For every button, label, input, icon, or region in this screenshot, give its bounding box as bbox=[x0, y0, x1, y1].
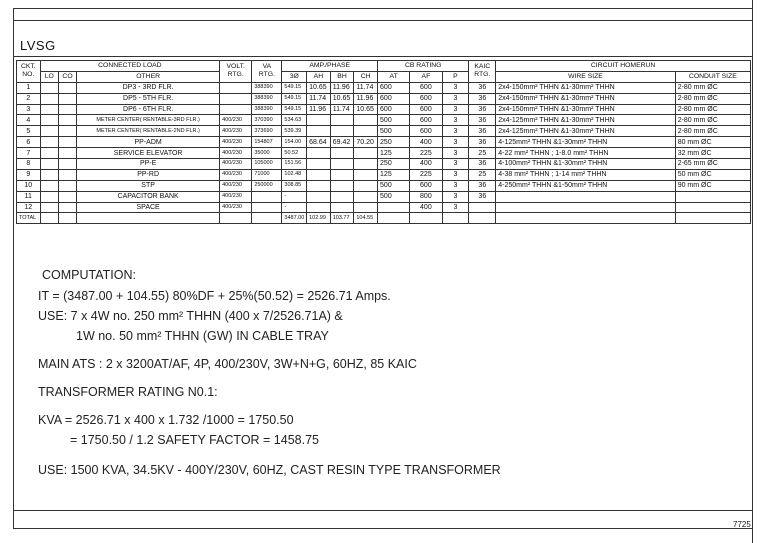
at-header: AT bbox=[378, 71, 410, 82]
table-row bbox=[17, 82, 751, 93]
amp-ah bbox=[307, 126, 331, 137]
co-cell bbox=[58, 93, 76, 104]
ckt-number: 6 bbox=[17, 137, 41, 148]
kaic-rating: 25 bbox=[469, 169, 496, 180]
cb-at: 600 bbox=[378, 93, 410, 104]
cb-poles: 3 bbox=[442, 104, 469, 115]
co-cell bbox=[58, 148, 76, 159]
table-row bbox=[17, 180, 751, 191]
ah-header: AH bbox=[307, 71, 331, 82]
volt-rating: 400/230 bbox=[220, 191, 252, 202]
kaic-rating: 36 bbox=[469, 93, 496, 104]
ckt-number: 3 bbox=[17, 104, 41, 115]
cb-poles: 3 bbox=[442, 180, 469, 191]
cb-af: 225 bbox=[410, 148, 442, 159]
amp-ch: 10.65 bbox=[354, 104, 378, 115]
amp-bh bbox=[330, 202, 354, 213]
amp-ah bbox=[307, 159, 331, 170]
cb-af: 600 bbox=[410, 93, 442, 104]
lo-cell bbox=[40, 104, 58, 115]
co-cell bbox=[58, 137, 76, 148]
cb-af: 400 bbox=[410, 159, 442, 170]
total-row bbox=[17, 213, 751, 224]
volt-rating bbox=[220, 82, 252, 93]
cb-at: 125 bbox=[378, 148, 410, 159]
volt-rating: 400/230 bbox=[220, 202, 252, 213]
cb-af: 600 bbox=[410, 180, 442, 191]
right-border-line bbox=[752, 0, 753, 543]
cb-af: 225 bbox=[410, 169, 442, 180]
amp-bh bbox=[330, 115, 354, 126]
p-header: P bbox=[442, 71, 469, 82]
cb-at: 250 bbox=[378, 137, 410, 148]
volt-rating bbox=[220, 104, 252, 115]
cb-af: 600 bbox=[410, 104, 442, 115]
ckt-number: 2 bbox=[17, 93, 41, 104]
cb-at: 500 bbox=[378, 115, 410, 126]
amp-3phase: 50.52 bbox=[282, 148, 307, 159]
kaic-rating: 25 bbox=[469, 148, 496, 159]
va-rating: 388390 bbox=[252, 82, 282, 93]
conduit-size bbox=[675, 191, 750, 202]
wire-size bbox=[496, 191, 675, 202]
amp-bh bbox=[330, 148, 354, 159]
amp-bh bbox=[330, 180, 354, 191]
va-rating: 370390 bbox=[252, 115, 282, 126]
amp-ch: 70.20 bbox=[354, 137, 378, 148]
conduit-size: 2-65 mm ØC bbox=[675, 159, 750, 170]
amp-ch bbox=[354, 159, 378, 170]
volt-rating: 400/230 bbox=[220, 148, 252, 159]
cb-at: 600 bbox=[378, 82, 410, 93]
wire-size: 2x4-125mm² THHN &1-30mm² THHN bbox=[496, 126, 675, 137]
panel-title: LVSG bbox=[20, 38, 56, 53]
lo-header: LO bbox=[40, 71, 58, 82]
cb-af: 400 bbox=[410, 202, 442, 213]
conduit-size: 80 mm ØC bbox=[675, 137, 750, 148]
conduit-size: 2-80 mm ØC bbox=[675, 126, 750, 137]
other-load-name: METER CENTER( RENTABLE-2ND FLR.) bbox=[77, 126, 220, 137]
conduit-size: 2-80 mm ØC bbox=[675, 104, 750, 115]
cb-poles: 3 bbox=[442, 169, 469, 180]
amp-ch bbox=[354, 115, 378, 126]
ckt-number: 10 bbox=[17, 180, 41, 191]
conduit-size-header: CONDUIT SIZE bbox=[675, 71, 750, 82]
va-rating: 71000 bbox=[252, 169, 282, 180]
wire-size: 4-38 mm² THHN ; 1-14 mm² THHN bbox=[496, 169, 675, 180]
va-rating: 154807 bbox=[252, 137, 282, 148]
af-header: AF bbox=[410, 71, 442, 82]
lo-cell bbox=[40, 115, 58, 126]
volt-rating: 400/230 bbox=[220, 180, 252, 191]
cable-use-line: USE: 7 x 4W no. 250 mm² THHN (400 x 7/2526.71A) & bbox=[38, 309, 343, 323]
cb-at: 125 bbox=[378, 169, 410, 180]
conduit-size: 90 mm ØC bbox=[675, 180, 750, 191]
amp-ah: 10.65 bbox=[307, 82, 331, 93]
amp-bh: 11.96 bbox=[330, 82, 354, 93]
ckt-number: 5 bbox=[17, 126, 41, 137]
volt-rating bbox=[220, 93, 252, 104]
amp-ch bbox=[354, 202, 378, 213]
kaic-rating: 36 bbox=[469, 82, 496, 93]
amp-bh bbox=[330, 169, 354, 180]
va-rating: 35000 bbox=[252, 148, 282, 159]
amp-ah: 68.64 bbox=[307, 137, 331, 148]
ckt-number: 8 bbox=[17, 159, 41, 170]
lo-cell bbox=[40, 93, 58, 104]
cb-at: 500 bbox=[378, 126, 410, 137]
connected-load-header: CONNECTED LOAD bbox=[40, 61, 219, 72]
volt-rtg-header: VOLT. RTG. bbox=[220, 61, 252, 83]
amp-ah bbox=[307, 202, 331, 213]
cb-af: 600 bbox=[410, 115, 442, 126]
safety-factor-line: = 1750.50 / 1.2 SAFETY FACTOR = 1458.75 bbox=[70, 433, 319, 447]
lo-cell bbox=[40, 180, 58, 191]
amp-ch: 11.96 bbox=[354, 93, 378, 104]
lo-cell bbox=[40, 137, 58, 148]
cb-af: 600 bbox=[410, 126, 442, 137]
cb-poles: 3 bbox=[442, 159, 469, 170]
amp-bh bbox=[330, 126, 354, 137]
amp-3phase: 549.15 bbox=[282, 82, 307, 93]
ckt-number: 4 bbox=[17, 115, 41, 126]
table-row bbox=[17, 137, 751, 148]
ckt-number: 11 bbox=[17, 191, 41, 202]
wire-size: 4-250mm² THHN &1-50mm² THHN bbox=[496, 180, 675, 191]
cb-at: 500 bbox=[378, 191, 410, 202]
amp-bh bbox=[330, 191, 354, 202]
wire-size: 2x4-125mm² THHN &1-30mm² THHN bbox=[496, 115, 675, 126]
wire-size bbox=[496, 202, 675, 213]
kaic-rating bbox=[469, 202, 496, 213]
computation-heading: COMPUTATION: bbox=[42, 268, 136, 282]
amp-ah bbox=[307, 148, 331, 159]
other-load-name: CAPACITOR BANK bbox=[77, 191, 220, 202]
kaic-rating: 36 bbox=[469, 137, 496, 148]
amp-ch: 11.74 bbox=[354, 82, 378, 93]
amp-ah bbox=[307, 191, 331, 202]
amp-3phase: 151.56 bbox=[282, 159, 307, 170]
kaic-rating: 36 bbox=[469, 115, 496, 126]
va-rating: 250000 bbox=[252, 180, 282, 191]
table-row bbox=[17, 126, 751, 137]
conduit-size bbox=[675, 202, 750, 213]
volt-rating: 400/230 bbox=[220, 159, 252, 170]
other-load-name: SPACE bbox=[77, 202, 220, 213]
conduit-size: 2-80 mm ØC bbox=[675, 82, 750, 93]
wire-size: 4-22 mm² THHN ; 1-8.0 mm² THHN bbox=[496, 148, 675, 159]
table-row bbox=[17, 115, 751, 126]
cb-poles: 3 bbox=[442, 115, 469, 126]
conduit-size: 50 mm ØC bbox=[675, 169, 750, 180]
cb-poles: 3 bbox=[442, 137, 469, 148]
lo-cell bbox=[40, 169, 58, 180]
va-rating: 373690 bbox=[252, 126, 282, 137]
co-cell bbox=[58, 202, 76, 213]
kaic-rtg-header: KAIC RTG. bbox=[469, 61, 496, 83]
cb-poles: 3 bbox=[442, 126, 469, 137]
other-load-name: DP5 - 5TH FLR. bbox=[77, 93, 220, 104]
cb-at: 500 bbox=[378, 180, 410, 191]
lo-cell bbox=[40, 148, 58, 159]
conduit-size: 32 mm ØC bbox=[675, 148, 750, 159]
lo-cell bbox=[40, 82, 58, 93]
total-3phase: 3487.00 bbox=[282, 213, 307, 224]
amp-3phase: 102.48 bbox=[282, 169, 307, 180]
ckt-number: 7 bbox=[17, 148, 41, 159]
va-rating: 388390 bbox=[252, 93, 282, 104]
top-border-line bbox=[13, 20, 753, 21]
other-load-name: PP-RD bbox=[77, 169, 220, 180]
co-cell bbox=[58, 159, 76, 170]
co-cell bbox=[58, 169, 76, 180]
ch-header: CH bbox=[354, 71, 378, 82]
page-number: 7725 bbox=[733, 520, 751, 529]
wire-size-header: WIRE SIZE bbox=[496, 71, 675, 82]
kaic-rating: 36 bbox=[469, 126, 496, 137]
amp-bh: 10.65 bbox=[330, 93, 354, 104]
va-rating bbox=[252, 191, 282, 202]
amp-ah bbox=[307, 180, 331, 191]
cb-poles: 3 bbox=[442, 148, 469, 159]
co-cell bbox=[58, 191, 76, 202]
other-load-name: PP-ADM bbox=[77, 137, 220, 148]
cb-poles: 3 bbox=[442, 93, 469, 104]
table-row bbox=[17, 159, 751, 170]
conduit-size: 2-80 mm ØC bbox=[675, 115, 750, 126]
bottom-divider bbox=[13, 510, 753, 511]
co-header: CO bbox=[58, 71, 76, 82]
co-cell bbox=[58, 180, 76, 191]
circuit-homerun-header: CIRCUIT HOMERUN bbox=[496, 61, 751, 72]
ckt-no-header: CKT. NO. bbox=[17, 61, 41, 83]
amp-3phase: 308.85 bbox=[282, 180, 307, 191]
table-row bbox=[17, 202, 751, 213]
three-phase-header: 3Ø bbox=[282, 71, 307, 82]
amp-3phase: 549.15 bbox=[282, 93, 307, 104]
volt-rating: 400/230 bbox=[220, 126, 252, 137]
amp-ch bbox=[354, 180, 378, 191]
wire-size: 2x4-150mm² THHN &1-30mm² THHN bbox=[496, 93, 675, 104]
co-cell bbox=[58, 115, 76, 126]
cb-poles: 3 bbox=[442, 191, 469, 202]
lo-cell bbox=[40, 202, 58, 213]
kaic-rating: 36 bbox=[469, 180, 496, 191]
cb-at bbox=[378, 202, 410, 213]
co-cell bbox=[58, 82, 76, 93]
lo-cell bbox=[40, 191, 58, 202]
co-cell bbox=[58, 104, 76, 115]
amp-ah: 11.96 bbox=[307, 104, 331, 115]
amp-ch bbox=[354, 148, 378, 159]
wire-size: 4-100mm² THHN &1-30mm² THHN bbox=[496, 159, 675, 170]
amp-ch bbox=[354, 191, 378, 202]
amp-ch bbox=[354, 169, 378, 180]
amp-bh: 11.74 bbox=[330, 104, 354, 115]
total-bh: 103.77 bbox=[330, 213, 354, 224]
cb-at: 250 bbox=[378, 159, 410, 170]
amp-bh: 69.42 bbox=[330, 137, 354, 148]
transformer-rating-heading: TRANSFORMER RATING N0.1: bbox=[38, 385, 218, 399]
amp-3phase: 534.63 bbox=[282, 115, 307, 126]
table-row bbox=[17, 93, 751, 104]
volt-rating: 400/230 bbox=[220, 115, 252, 126]
table-row bbox=[17, 191, 751, 202]
co-cell bbox=[58, 126, 76, 137]
other-load-name: DP3 - 3RD FLR. bbox=[77, 82, 220, 93]
total-ch: 104.55 bbox=[354, 213, 378, 224]
va-rating: 105000 bbox=[252, 159, 282, 170]
wire-size: 2x4-150mm² THHN &1-30mm² THHN bbox=[496, 82, 675, 93]
other-load-name: SERVICE ELEVATOR bbox=[77, 148, 220, 159]
cb-rating-header: CB RATING bbox=[378, 61, 469, 72]
cb-poles: 3 bbox=[442, 202, 469, 213]
kaic-rating: 36 bbox=[469, 104, 496, 115]
amp-bh bbox=[330, 159, 354, 170]
wire-size: 4-125mm² THHN &1-30mm² THHN bbox=[496, 137, 675, 148]
amp-ah: 11.74 bbox=[307, 93, 331, 104]
transformer-use-line: USE: 1500 KVA, 34.5KV - 400Y/230V, 60HZ, CAST RESIN TYPE TRANSFORMER bbox=[38, 463, 501, 477]
bh-header: BH bbox=[330, 71, 354, 82]
other-load-name: STP bbox=[77, 180, 220, 191]
amp-3phase: 549.15 bbox=[282, 104, 307, 115]
table-row bbox=[17, 169, 751, 180]
amp-3phase: 154.00 bbox=[282, 137, 307, 148]
volt-rating: 400/230 bbox=[220, 169, 252, 180]
total-ah: 102.99 bbox=[307, 213, 331, 224]
cb-af: 800 bbox=[410, 191, 442, 202]
amp-phase-header: AMP./PHASE bbox=[282, 61, 378, 72]
amp-3phase: - bbox=[282, 202, 307, 213]
panel-schedule-table bbox=[16, 60, 751, 224]
total-label: TOTAL bbox=[17, 213, 41, 224]
amp-3phase: 539.39 bbox=[282, 126, 307, 137]
va-rtg-header: VA RTG. bbox=[252, 61, 282, 83]
other-header: OTHER bbox=[77, 71, 220, 82]
cb-af: 600 bbox=[410, 82, 442, 93]
table-row bbox=[17, 104, 751, 115]
cb-poles: 3 bbox=[442, 82, 469, 93]
ckt-number: 9 bbox=[17, 169, 41, 180]
other-load-name: DP6 - 6TH FLR. bbox=[77, 104, 220, 115]
other-load-name: PP-E bbox=[77, 159, 220, 170]
table-row bbox=[17, 148, 751, 159]
kaic-rating: 36 bbox=[469, 191, 496, 202]
conduit-size: 2-80 mm ØC bbox=[675, 93, 750, 104]
cb-at: 600 bbox=[378, 104, 410, 115]
amp-3phase: - bbox=[282, 191, 307, 202]
wire-size: 2x4-150mm² THHN &1-30mm² THHN bbox=[496, 104, 675, 115]
ckt-number: 12 bbox=[17, 202, 41, 213]
title-divider bbox=[13, 56, 753, 57]
current-formula: IT = (3487.00 + 104.55) 80%DF + 25%(50.52) = 2526.71 Amps. bbox=[38, 289, 391, 303]
va-rating: 388390 bbox=[252, 104, 282, 115]
cb-af: 400 bbox=[410, 137, 442, 148]
main-ats-line: MAIN ATS : 2 x 3200AT/AF, 4P, 400/230V, 3W+N+G, 60HZ, 85 KAIC bbox=[38, 357, 417, 371]
lo-cell bbox=[40, 126, 58, 137]
ckt-number: 1 bbox=[17, 82, 41, 93]
volt-rating: 400/230 bbox=[220, 137, 252, 148]
other-load-name: METER CENTER( RENTABLE-3RD FLR.) bbox=[77, 115, 220, 126]
lo-cell bbox=[40, 159, 58, 170]
kva-formula: KVA = 2526.71 x 400 x 1.732 /1000 = 1750.50 bbox=[38, 413, 294, 427]
kaic-rating: 36 bbox=[469, 159, 496, 170]
amp-ch bbox=[354, 126, 378, 137]
amp-ah bbox=[307, 169, 331, 180]
ground-wire-line: 1W no. 50 mm² THHN (GW) IN CABLE TRAY bbox=[76, 329, 329, 343]
va-rating bbox=[252, 202, 282, 213]
amp-ah bbox=[307, 115, 331, 126]
